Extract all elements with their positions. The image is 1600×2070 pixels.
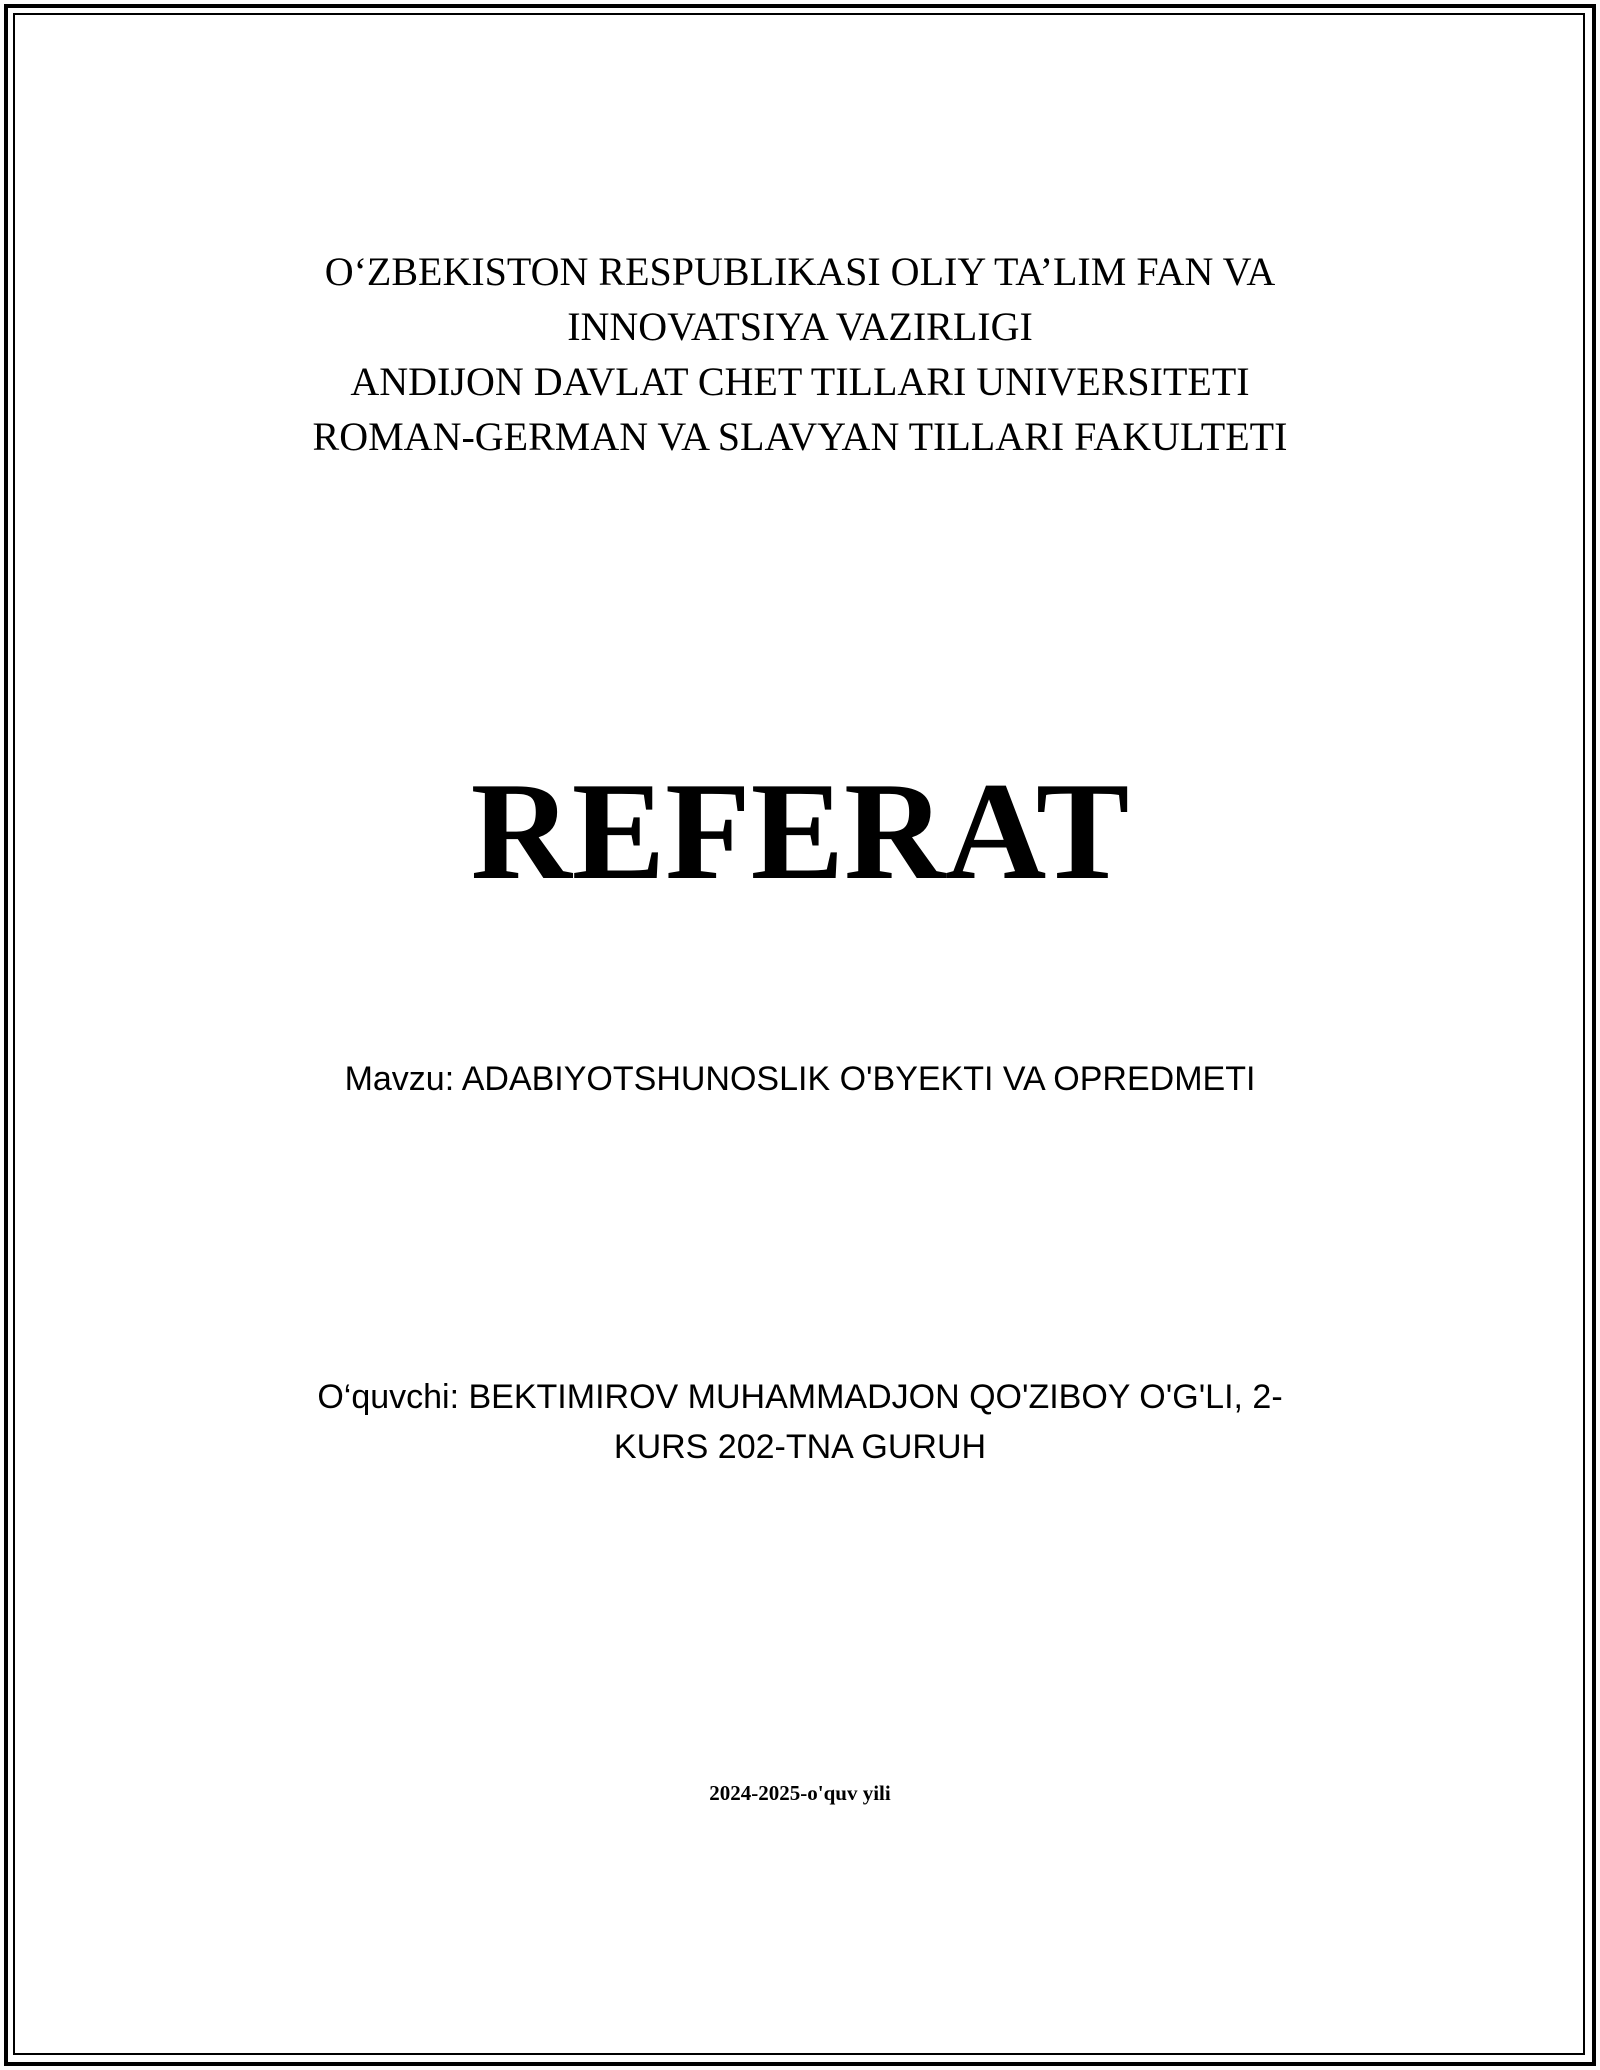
- student-line-name: O‘quvchi: BEKTIMIROV MUHAMMADJON QO'ZIBOY O'G'LI, 2-: [317, 1378, 1283, 1416]
- student-info: [0, 1372, 1600, 1472]
- document-title: REFERAT: [470, 754, 1130, 909]
- academic-year: 2024-2025-o'quv yili: [709, 1781, 891, 1805]
- student-line-group: KURS 202-TNA GURUH: [613, 1428, 987, 1466]
- header-line-ministry-cont: INNOVATSIYA VAZIRLIGI: [567, 304, 1033, 349]
- institution-header: [0, 244, 1600, 464]
- header-line-university: ANDIJON DAVLAT CHET TILLARI UNIVERSITETI: [350, 359, 1250, 404]
- header-line-faculty: ROMAN-GERMAN VA SLAVYAN TILLARI FAKULTETI: [312, 414, 1288, 459]
- header-line-ministry: O‘ZBEKISTON RESPUBLIKASI OLIY TA’LIM FAN VA: [324, 249, 1276, 294]
- topic-line: Mavzu: ADABIYOTSHUNOSLIK O'BYEKTI VA OPREDMETI: [344, 1060, 1256, 1098]
